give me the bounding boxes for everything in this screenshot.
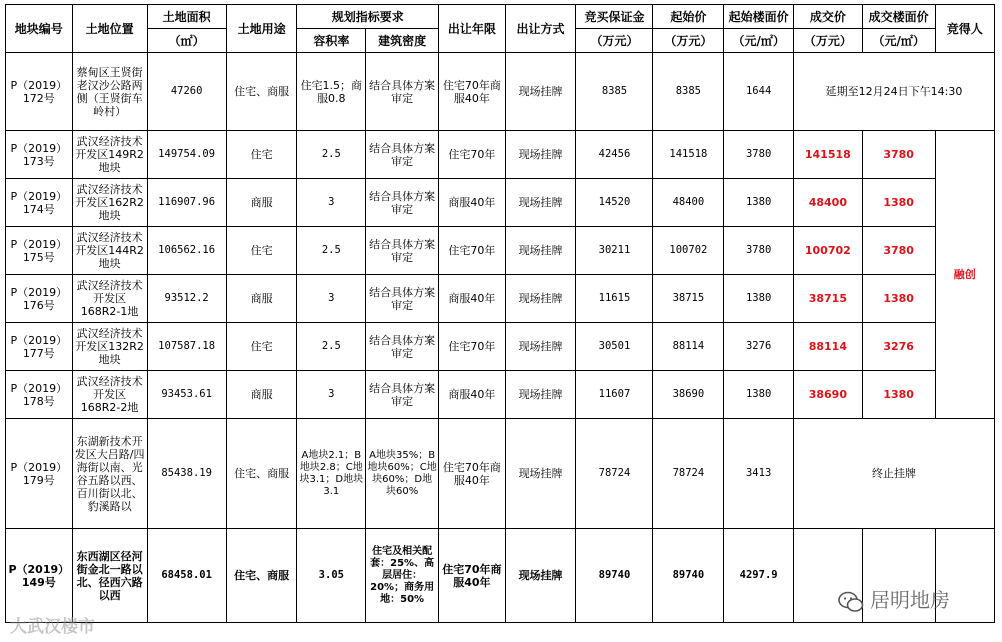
cell-use: 商服 <box>226 179 297 227</box>
header-deposit: 竞买保证金 <box>576 5 653 29</box>
cell-deposit: 42456 <box>576 131 653 179</box>
table-row <box>6 131 995 179</box>
cell-start-price: 89740 <box>653 529 724 623</box>
cell-location: 蔡甸区王贤街老汉沙公路两侧（王贤街车岭村） <box>72 53 147 131</box>
cell-area: 47260 <box>147 53 226 131</box>
cell-note: 终止挂牌 <box>794 419 995 529</box>
cell-winner: 融创 <box>935 131 994 419</box>
cell-far: 2.5 <box>297 227 366 275</box>
cell-term: 住宅70年商服40年 <box>439 53 506 131</box>
table-row <box>6 275 995 323</box>
cell-start-price: 38715 <box>653 275 724 323</box>
cell-density: 结合具体方案审定 <box>366 131 439 179</box>
cell-code: P（2019）173号 <box>6 131 73 179</box>
cell-start-floor: 1644 <box>724 53 794 131</box>
header-location: 土地位置 <box>72 5 147 53</box>
cell-density: A地块35%；B地块60%；C地块60%；D地块60% <box>366 419 439 529</box>
cell-area: 106562.16 <box>147 227 226 275</box>
cell-use: 商服 <box>226 371 297 419</box>
wechat-icon <box>838 591 864 613</box>
cell-deal-price: 48400 <box>794 179 863 227</box>
cell-start-floor: 1380 <box>724 179 794 227</box>
cell-method: 现场挂牌 <box>505 529 576 623</box>
header-density: 建筑密度 <box>366 29 439 53</box>
cell-deposit: 30501 <box>576 323 653 371</box>
header-deal-price: 成交价 <box>794 5 863 29</box>
cell-far: 3 <box>297 275 366 323</box>
cell-code: P（2019）175号 <box>6 227 73 275</box>
header-winner: 竞得人 <box>935 5 994 53</box>
cell-code: P（2019）149号 <box>6 529 73 623</box>
cell-method: 现场挂牌 <box>505 131 576 179</box>
cell-deal-floor: 3276 <box>862 323 935 371</box>
cell-location: 武汉经济技术开发区149R2地块 <box>72 131 147 179</box>
cell-start-floor: 4297.9 <box>724 529 794 623</box>
cell-code: P（2019）177号 <box>6 323 73 371</box>
cell-term: 住宅70年商服40年 <box>439 529 506 623</box>
header-area: 土地面积 <box>147 5 226 29</box>
cell-method: 现场挂牌 <box>505 275 576 323</box>
cell-density: 结合具体方案审定 <box>366 371 439 419</box>
watermark-left <box>10 612 95 637</box>
cell-start-floor: 1380 <box>724 371 794 419</box>
cell-density: 结合具体方案审定 <box>366 275 439 323</box>
header-term: 出让年限 <box>439 5 506 53</box>
header-far: 容积率 <box>297 29 366 53</box>
cell-start-price: 8385 <box>653 53 724 131</box>
cell-use: 住宅 <box>226 131 297 179</box>
cell-area: 107587.18 <box>147 323 226 371</box>
header-start-price-unit: （万元） <box>653 29 724 53</box>
header-start-floor: 起始楼面价 <box>724 5 794 29</box>
cell-term: 住宅70年 <box>439 227 506 275</box>
cell-area: 93512.2 <box>147 275 226 323</box>
cell-note: 延期至12月24日下午14:30 <box>794 53 995 131</box>
header-start-price: 起始价 <box>653 5 724 29</box>
cell-density: 住宅及相关配套：25%、高层居住：20%；商务用地：50% <box>366 529 439 623</box>
cell-term: 住宅70年 <box>439 323 506 371</box>
cell-method: 现场挂牌 <box>505 53 576 131</box>
cell-area: 68458.01 <box>147 529 226 623</box>
cell-deal-floor: 1380 <box>862 179 935 227</box>
cell-deal-price: 100702 <box>794 227 863 275</box>
cell-start-floor: 3780 <box>724 131 794 179</box>
cell-far: 2.5 <box>297 131 366 179</box>
cell-code: P（2019）172号 <box>6 53 73 131</box>
cell-deal-floor: 1380 <box>862 275 935 323</box>
cell-density: 结合具体方案审定 <box>366 179 439 227</box>
cell-start-price: 141518 <box>653 131 724 179</box>
cell-location: 东湖新技术开发区大吕路/四海街以南、光谷五路以西、百川街以北、豹溪路以 <box>72 419 147 529</box>
cell-far: 3 <box>297 371 366 419</box>
cell-start-floor: 1380 <box>724 275 794 323</box>
header-area-unit: （㎡） <box>147 29 226 53</box>
cell-method: 现场挂牌 <box>505 371 576 419</box>
table-row <box>6 371 995 419</box>
cell-start-price: 78724 <box>653 419 724 529</box>
cell-deposit: 89740 <box>576 529 653 623</box>
cell-use: 住宅、商服 <box>226 419 297 529</box>
cell-deal-floor: 3780 <box>862 227 935 275</box>
cell-code: P（2019）174号 <box>6 179 73 227</box>
cell-start-price: 38690 <box>653 371 724 419</box>
cell-deposit: 8385 <box>576 53 653 131</box>
cell-use: 住宅 <box>226 227 297 275</box>
cell-start-floor: 3276 <box>724 323 794 371</box>
cell-start-floor: 3780 <box>724 227 794 275</box>
cell-location: 武汉经济技术开发区168R2-1地 <box>72 275 147 323</box>
header-deal-price-unit: （万元） <box>794 29 863 53</box>
cell-term: 商服40年 <box>439 179 506 227</box>
cell-code: P（2019）176号 <box>6 275 73 323</box>
cell-area: 85438.19 <box>147 419 226 529</box>
cell-deposit: 11615 <box>576 275 653 323</box>
cell-location: 武汉经济技术开发区168R2-2地 <box>72 371 147 419</box>
header-use: 土地用途 <box>226 5 297 53</box>
watermark-right <box>838 584 950 613</box>
cell-deposit: 78724 <box>576 419 653 529</box>
cell-far: A地块2.1；B地块2.8；C地块3.1；D地块3.1 <box>297 419 366 529</box>
cell-location: 东西湖区径河街金北一路以北、径西六路以西 <box>72 529 147 623</box>
cell-deal-price: 88114 <box>794 323 863 371</box>
table-row <box>6 323 995 371</box>
cell-deal-price: 38690 <box>794 371 863 419</box>
header-start-floor-unit: （元/㎡） <box>724 29 794 53</box>
cell-use: 住宅 <box>226 323 297 371</box>
cell-far: 3 <box>297 179 366 227</box>
header-code: 地块编号 <box>6 5 73 53</box>
header-deposit-unit: （万元） <box>576 29 653 53</box>
header-deal-floor-unit: （元/㎡） <box>862 29 935 53</box>
cell-term: 商服40年 <box>439 275 506 323</box>
cell-far: 2.5 <box>297 323 366 371</box>
header-method: 出让方式 <box>505 5 576 53</box>
table-row <box>6 53 995 131</box>
land-auction-table <box>5 4 995 623</box>
cell-code: P（2019）178号 <box>6 371 73 419</box>
cell-start-price: 88114 <box>653 323 724 371</box>
cell-area: 93453.61 <box>147 371 226 419</box>
cell-far: 3.05 <box>297 529 366 623</box>
table-row <box>6 419 995 529</box>
header-planning: 规划指标要求 <box>297 5 439 29</box>
cell-deal-price: 38715 <box>794 275 863 323</box>
cell-deal-price: 141518 <box>794 131 863 179</box>
cell-method: 现场挂牌 <box>505 227 576 275</box>
cell-term: 商服40年 <box>439 371 506 419</box>
cell-area: 149754.09 <box>147 131 226 179</box>
cell-deal-floor: 1380 <box>862 371 935 419</box>
watermark-right-text: 居明地房 <box>870 588 950 612</box>
cell-term: 住宅70年 <box>439 131 506 179</box>
cell-use: 住宅、商服 <box>226 53 297 131</box>
header-deal-floor: 成交楼面价 <box>862 5 935 29</box>
cell-method: 现场挂牌 <box>505 419 576 529</box>
cell-density: 结合具体方案审定 <box>366 53 439 131</box>
cell-term: 住宅70年商服40年 <box>439 419 506 529</box>
watermark-left-text: 大武汉楼市 <box>10 617 95 637</box>
table-row <box>6 227 995 275</box>
cell-method: 现场挂牌 <box>505 179 576 227</box>
cell-deposit: 14520 <box>576 179 653 227</box>
cell-location: 武汉经济技术开发区144R2地块 <box>72 227 147 275</box>
cell-area: 116907.96 <box>147 179 226 227</box>
cell-method: 现场挂牌 <box>505 323 576 371</box>
cell-start-price: 48400 <box>653 179 724 227</box>
cell-use: 商服 <box>226 275 297 323</box>
cell-density: 结合具体方案审定 <box>366 323 439 371</box>
cell-location: 武汉经济技术开发区132R2地块 <box>72 323 147 371</box>
cell-start-price: 100702 <box>653 227 724 275</box>
cell-density: 结合具体方案审定 <box>366 227 439 275</box>
cell-far: 住宅1.5；商服0.8 <box>297 53 366 131</box>
cell-deal-floor: 3780 <box>862 131 935 179</box>
table-row <box>6 179 995 227</box>
cell-deposit: 30211 <box>576 227 653 275</box>
cell-location: 武汉经济技术开发区162R2地块 <box>72 179 147 227</box>
cell-start-floor: 3413 <box>724 419 794 529</box>
cell-use: 住宅、商服 <box>226 529 297 623</box>
cell-code: P（2019）179号 <box>6 419 73 529</box>
cell-deposit: 11607 <box>576 371 653 419</box>
